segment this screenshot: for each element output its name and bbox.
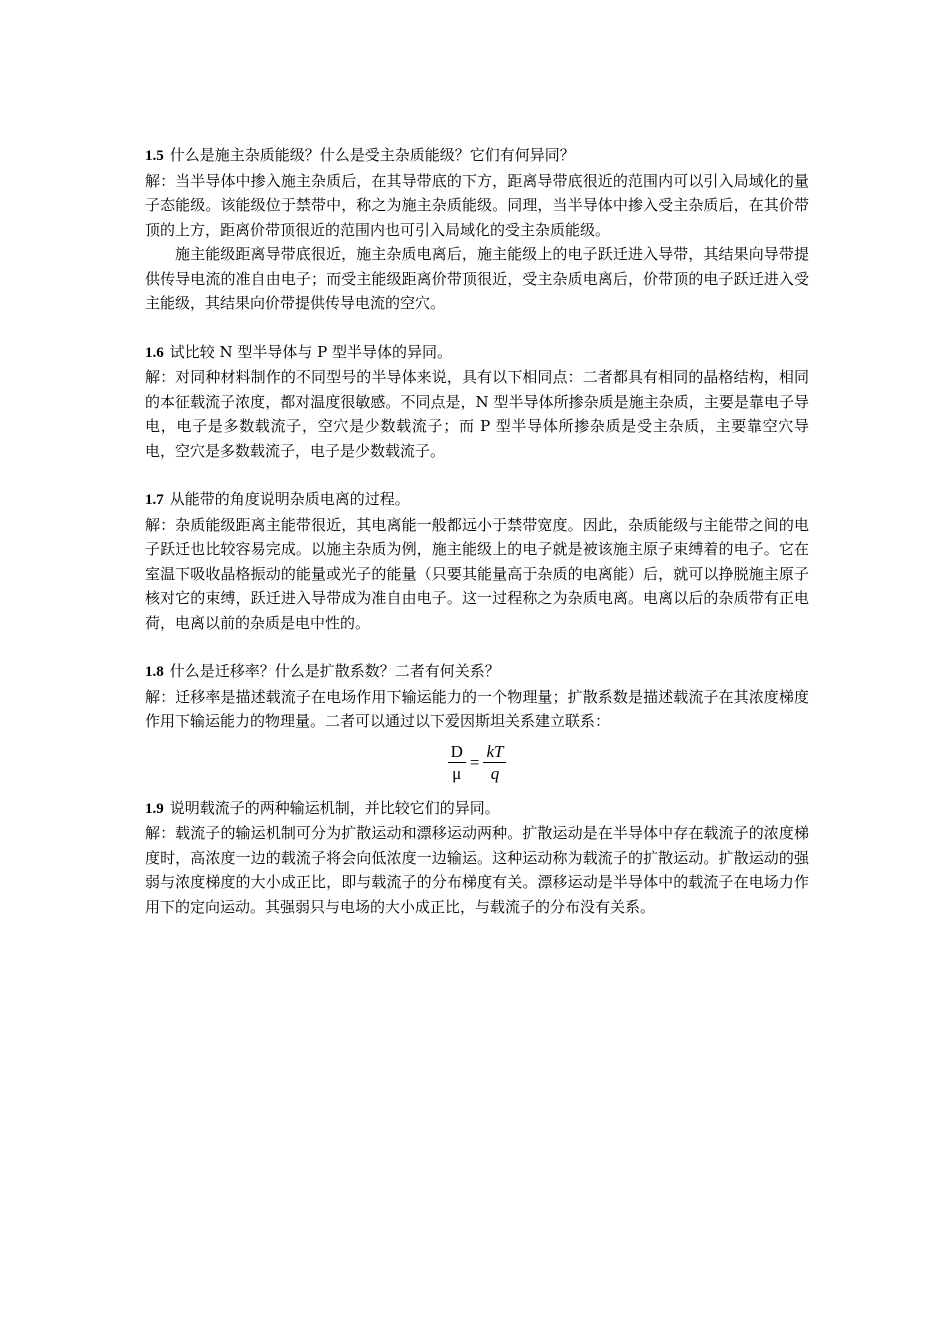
answer-paragraph: 解：对同种材料制作的不同型号的半导体来说，具有以下相同点：二者都具有相同的晶格结构，相同的本征载流子浓度，都对温度很敏感。不同点是，N 型半导体所掺杂质是施主杂质，主要是靠电子导电，电子是多数载流子，空穴是少数载流子；而 P 型半导体所掺杂质是受主杂质，主要靠空穴导电，空穴是多数载流子，电子是少数载流子。 (145, 368, 809, 460)
question-number: 1.7 (145, 492, 164, 508)
question-text: 说明载流子的两种输运机制，并比较它们的异同。 (169, 798, 500, 817)
formula-rhs-numerator: kT (483, 741, 506, 763)
formula-equals: = (469, 752, 480, 772)
question-heading (145, 487, 809, 513)
formula-lhs-fraction (448, 741, 466, 784)
question-heading (145, 796, 809, 822)
question-number: 1.6 (145, 344, 164, 361)
question-section-1-6 (145, 340, 809, 464)
answer-paragraph: 解：迁移率是描述载流子在电场作用下输运能力的一个物理量；扩散系数是描述载流子在其浓度梯度作用下输运能力的物理量。二者可以通过以下爱因斯坦关系建立联系： (145, 687, 809, 730)
answer-paragraph: 解：杂质能级距离主能带很近，其电离能一般都远小于禁带宽度。因此，杂质能级与主能带之间的电子跃迁也比较容易完成。以施主杂质为例，施主能级上的电子就是被该施主原子束缚着的电子。它在室温下吸收晶格振动的能量或光子的能量（只要其能量高于杂质的电离能）后，就可以挣脱施主原子核对它的束缚，跃迁进入导带成为准自由电子。这一过程称之为杂质电离。电离以后的杂质带有正电荷，电离以前的杂质是电中性的。 (145, 515, 809, 632)
answer-paragraph: 施主能级距离导带底很近，施主杂质电离后，施主能级上的电子跃迁进入导带，其结果向导带提供传导电流的准自由电子；而受主能级距离价带顶很近，受主杂质电离后，价带顶的电子跃迁进入受主能级，其结果向价带提供传导电流的空穴。 (145, 245, 809, 312)
answer-paragraph: 解：载流子的输运机制可分为扩散运动和漂移运动两种。扩散运动是在半导体中存在载流子的浓度梯度时，高浓度一边的载流子将会向低浓度一边输运。这种运动称为载流子的扩散运动。扩散运动的强弱与浓度梯度的大小成正比，即与载流子的分布梯度有关。漂移运动是半导体中的载流子在电场力作用下的定向运动。其强弱只与电场的大小成正比，与载流子的分布没有关系。 (145, 824, 809, 916)
answer-paragraph: 解：当半导体中掺入施主杂质后，在其导带底的下方，距离导带底很近的范围内可以引入局域化的量子态能级。该能级位于禁带中，称之为施主杂质能级。同理，当半导体中掺入受主杂质后，在其价带顶的上方，距离价带顶很近的范围内也可引入局域化的受主杂质能级。 (145, 171, 809, 239)
formula-lhs-numerator: D (448, 741, 466, 763)
question-number: 1.9 (145, 800, 164, 817)
question-heading (145, 143, 809, 169)
question-section-1-5 (145, 143, 809, 316)
document-page (145, 143, 809, 943)
question-section-1-7 (145, 487, 809, 635)
question-section-1-9 (145, 796, 809, 920)
question-text: 试比较 N 型半导体与 P 型半导体的异同。 (169, 342, 453, 361)
einstein-relation-formula (145, 738, 809, 788)
question-heading (145, 659, 809, 685)
question-text: 从能带的角度说明杂质电离的过程。 (169, 490, 410, 508)
formula-lhs-denominator: μ (452, 764, 462, 783)
question-number: 1.8 (145, 664, 164, 680)
question-text: 什么是迁移率？什么是扩散系数？二者有何关系？ (169, 662, 500, 680)
question-section-1-8 (145, 659, 809, 788)
formula-rhs-denominator: q (490, 764, 500, 783)
question-text: 什么是施主杂质能级？什么是受主杂质能级？它们有何异同？ (169, 146, 575, 164)
question-heading (145, 340, 809, 366)
question-number: 1.5 (145, 148, 164, 164)
formula-rhs-fraction (483, 741, 506, 784)
